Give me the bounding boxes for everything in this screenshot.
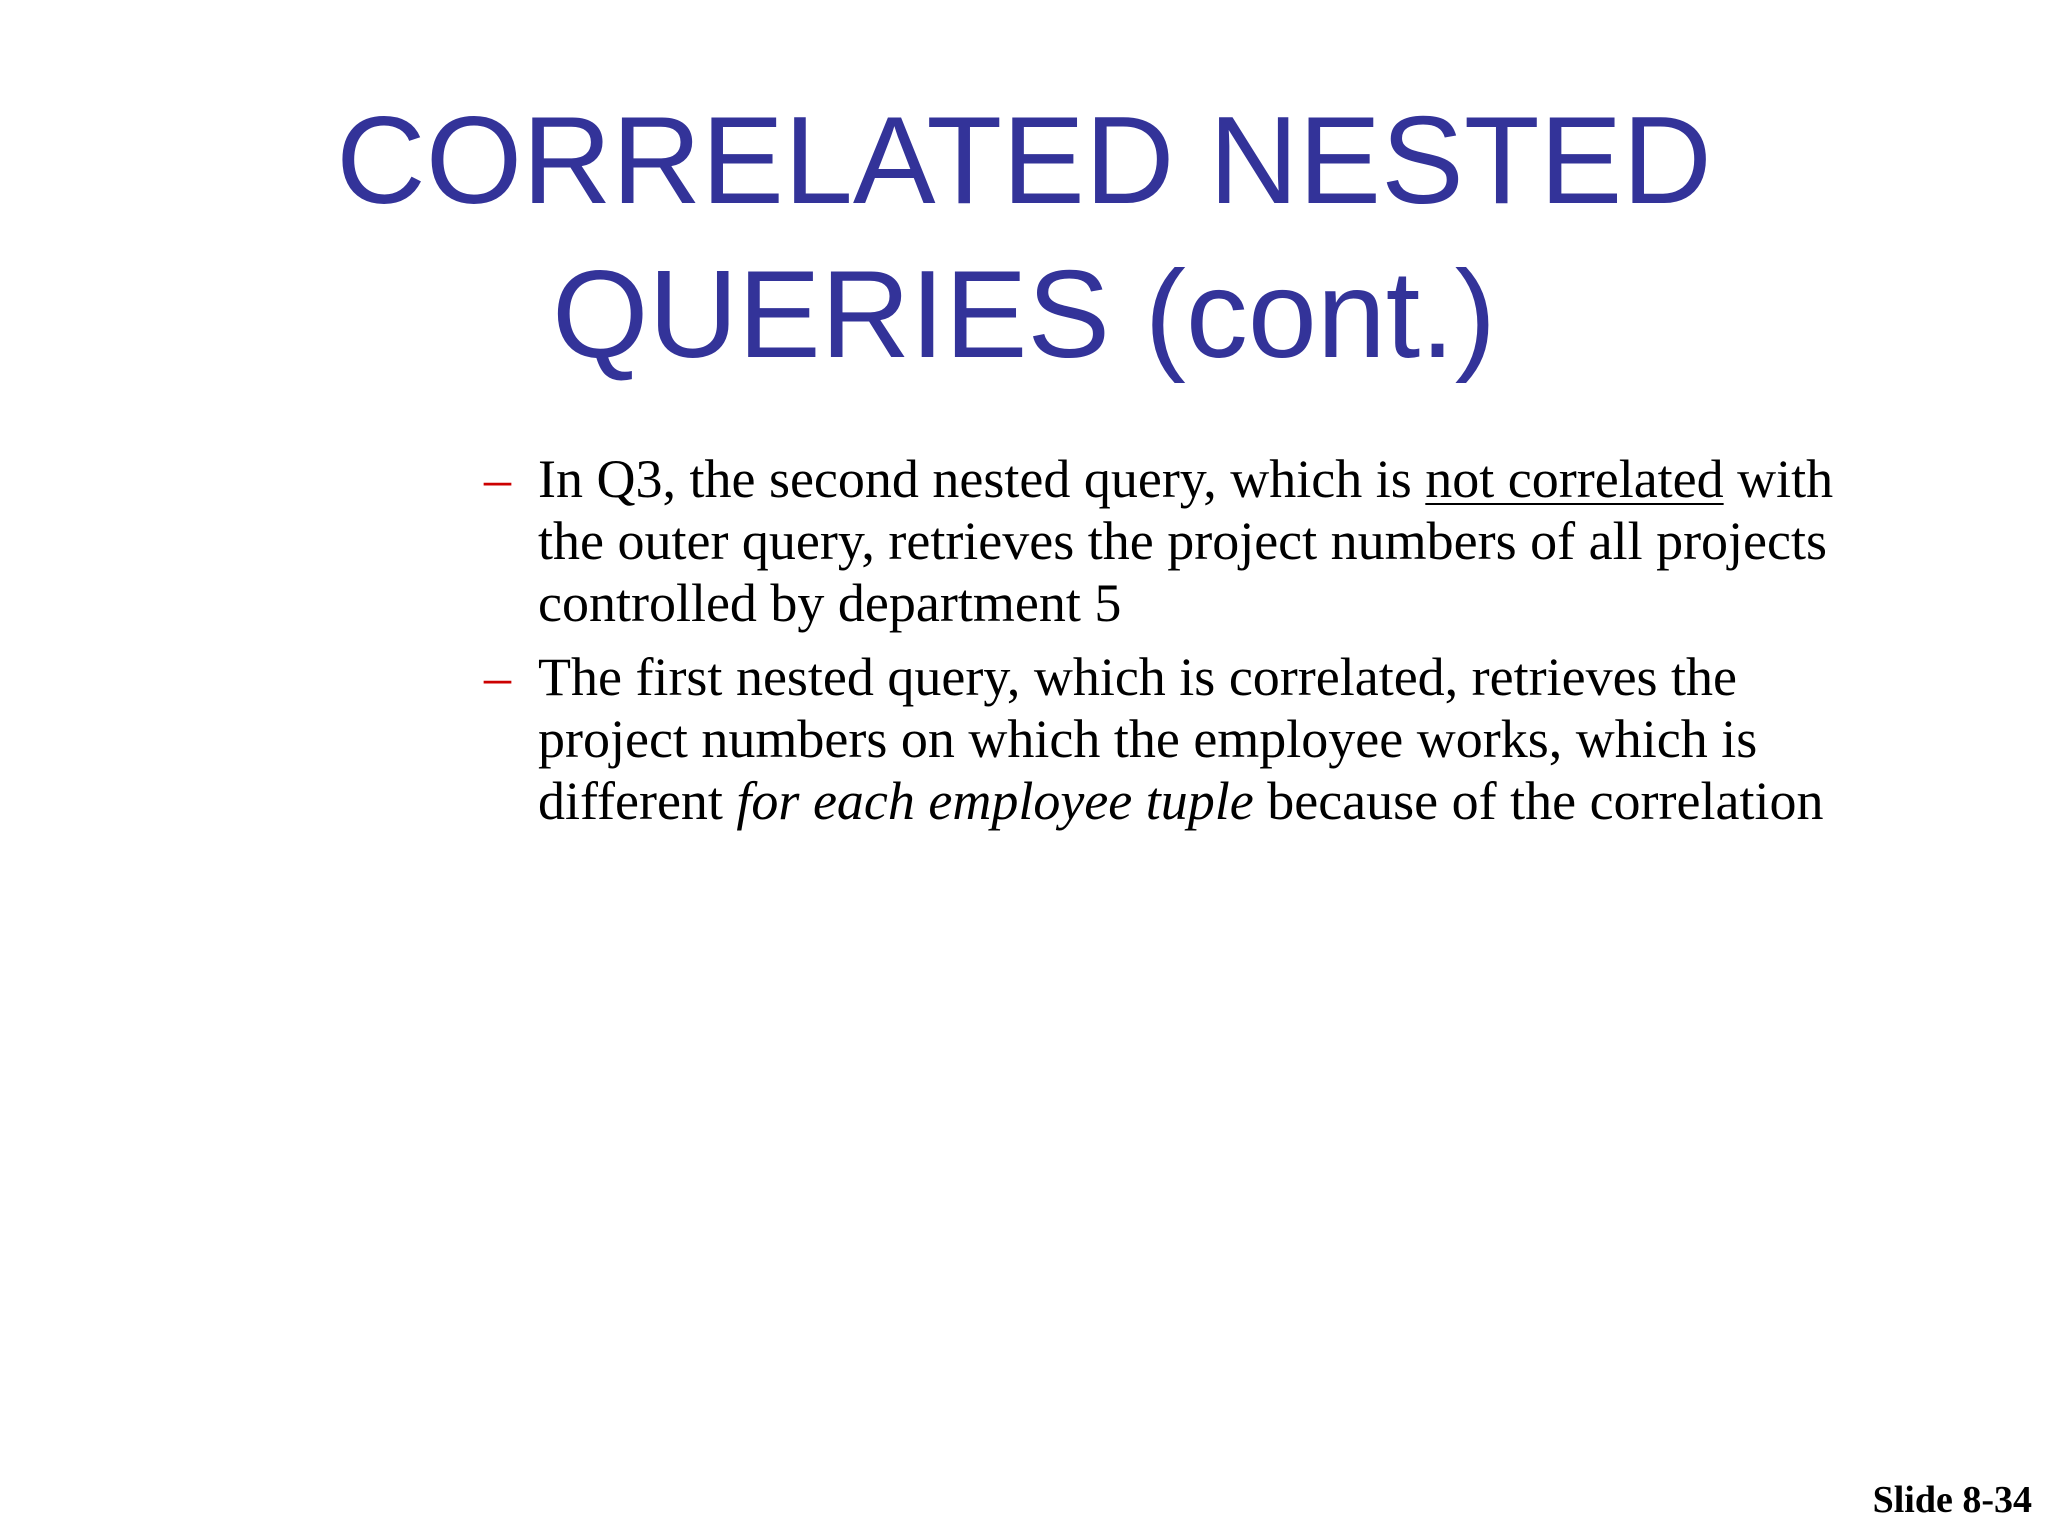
bullet-list xyxy=(484,448,1884,844)
bullet-item-2 xyxy=(484,646,1884,832)
bullet-item-1 xyxy=(484,448,1884,634)
slide-title xyxy=(0,84,2048,392)
bullet-2-text-before: The first nested query, which is correlated, retrieves the project numbers on which the employee works, which is different xyxy=(538,647,1758,831)
bullet-2-italic-text: for each employee tuple xyxy=(736,771,1254,831)
bullet-2-text-after: because of the correlation xyxy=(1253,771,1824,831)
bullet-1-underlined-text: not correlated xyxy=(1425,449,1724,509)
title-line-2: QUERIES (cont.) xyxy=(552,246,1496,384)
bullet-1-text-after: with the outer query, retrieves the project numbers of all projects controlled by department 5 xyxy=(538,449,1834,633)
dash-bullet-marker: – xyxy=(484,647,511,707)
bullet-1-text-before: In Q3, the second nested query, which is xyxy=(538,449,1426,509)
dash-bullet-marker: – xyxy=(484,449,511,509)
title-line-1: CORRELATED NESTED xyxy=(336,92,1712,230)
slide-number: Slide 8-34 xyxy=(1872,1479,2032,1521)
